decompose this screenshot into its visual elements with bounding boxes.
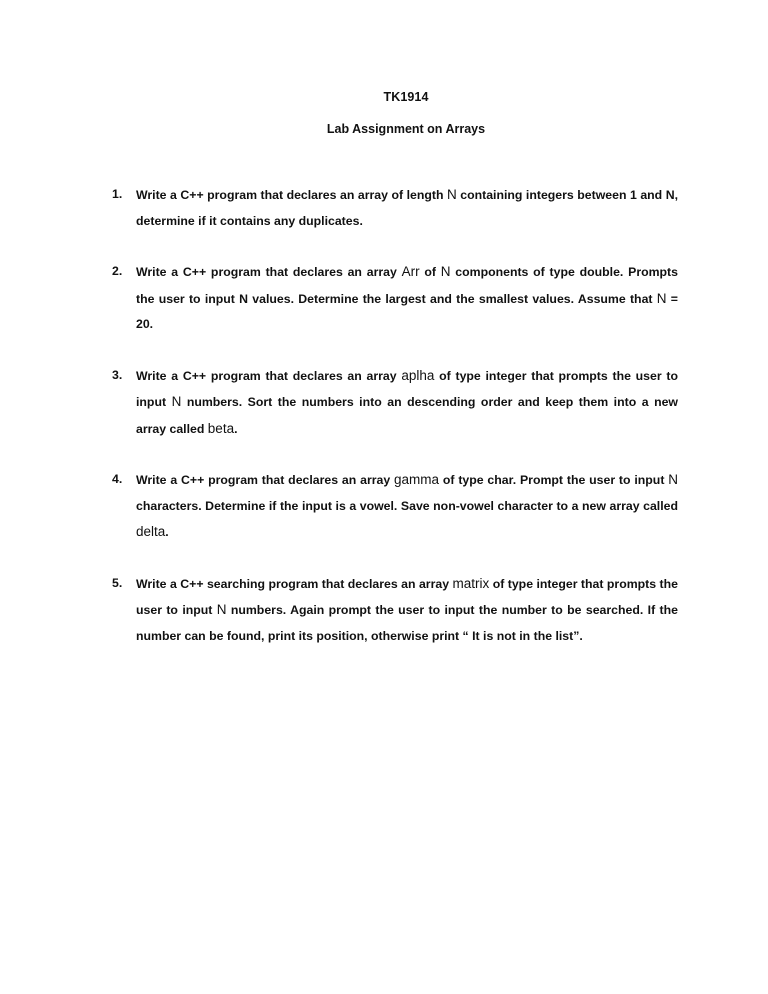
text-segment: of type char. Prompt the user to input bbox=[439, 473, 669, 487]
question-text bbox=[136, 369, 678, 436]
question-text bbox=[136, 473, 678, 539]
text-segment: Write a C++ program that declares an array bbox=[136, 265, 402, 279]
question-item bbox=[110, 363, 678, 443]
text-segment: Write a C++ program that declares an array bbox=[136, 473, 395, 487]
text-segment: of bbox=[419, 265, 441, 279]
variable-name: delta bbox=[136, 524, 166, 539]
text-segment: numbers. Again prompt the user to input the number to be searched. If the number can be found, print its position, otherwise print “ It is not in the list”. bbox=[136, 603, 678, 643]
variable-name: N bbox=[171, 394, 182, 409]
variable-name: gamma bbox=[394, 472, 440, 487]
text-segment: numbers. Sort the numbers into an descending order and keep them into a new array called bbox=[136, 395, 678, 436]
question-item bbox=[110, 259, 678, 338]
text-segment: Write a C++ searching program that declares an array bbox=[136, 576, 453, 591]
course-code: TK1914 bbox=[383, 90, 429, 104]
text-segment: Write a C++ program that declares an array bbox=[136, 368, 402, 383]
text-segment: containing integers between 1 and N, determine if it contains any duplicates. bbox=[136, 188, 678, 228]
variable-name: matrix bbox=[452, 575, 490, 591]
text-segment: of type integer that prompts the user to input bbox=[136, 368, 678, 409]
variable-name: N bbox=[446, 187, 457, 202]
question-item bbox=[110, 182, 678, 234]
variable-name: N bbox=[656, 290, 667, 306]
question-item bbox=[110, 467, 678, 546]
variable-name: N bbox=[440, 264, 451, 279]
question-list bbox=[110, 182, 678, 674]
question-text bbox=[136, 265, 678, 331]
text-segment: . bbox=[234, 421, 238, 436]
document-title: Lab Assignment on Arrays bbox=[326, 122, 486, 136]
variable-name: Arr bbox=[401, 264, 420, 279]
variable-name: beta bbox=[207, 420, 235, 436]
text-segment: Write a C++ program that declares an array of length bbox=[136, 188, 447, 202]
text-segment: components of type double. Prompts the user to input N values. Determine the largest and the smallest values. Assume that bbox=[136, 265, 678, 306]
question-number: 4. bbox=[112, 472, 123, 486]
text-segment: . bbox=[165, 525, 169, 539]
question-item bbox=[110, 571, 678, 650]
question-number: 3. bbox=[112, 367, 123, 382]
question-number: 1. bbox=[112, 187, 123, 201]
variable-name: N bbox=[216, 602, 227, 617]
question-number: 2. bbox=[112, 264, 123, 278]
question-text bbox=[136, 577, 678, 643]
text-segment: = 20. bbox=[136, 291, 678, 331]
question-number: 5. bbox=[112, 575, 123, 590]
question-text bbox=[136, 188, 678, 228]
variable-name: aplha bbox=[401, 367, 435, 383]
variable-name: N bbox=[668, 472, 678, 487]
text-segment: of type integer that prompts the user to input bbox=[136, 576, 678, 617]
text-segment: characters. Determine if the input is a vowel. Save non-vowel character to a new array called bbox=[136, 498, 678, 513]
